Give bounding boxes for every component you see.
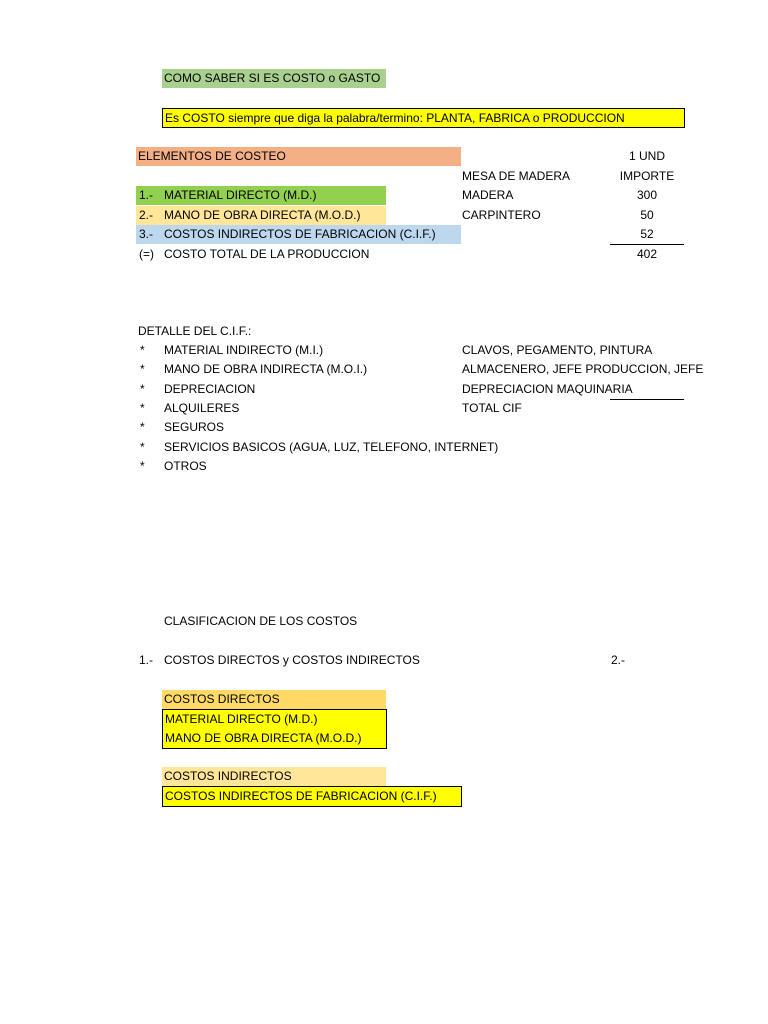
bullet: * [140, 420, 145, 434]
row-num: 2.- [139, 208, 154, 222]
indirect-title: COSTOS INDIRECTOS [164, 769, 292, 783]
direct-title-cell [162, 690, 386, 709]
cif-item: SEGUROS [164, 420, 225, 434]
cif-example: TOTAL CIF [462, 401, 522, 415]
row-value: 52 [640, 227, 654, 241]
unit-header: 1 UND [628, 149, 665, 163]
row-value: 50 [640, 208, 654, 222]
cif-item: MATERIAL INDIRECTO (M.I.) [164, 343, 324, 357]
row-value: 300 [636, 188, 658, 202]
indirect-item: COSTOS INDIRECTOS DE FABRICACION (C.I.F.) [165, 789, 437, 803]
bullet: * [140, 401, 145, 415]
direct-items-box [162, 709, 387, 749]
bullet: * [140, 440, 145, 454]
page-title: COMO SABER SI ES COSTO o GASTO [164, 71, 381, 85]
row-num: 1.- [139, 188, 154, 202]
cif-example: CLAVOS, PEGAMENTO, PINTURA [462, 343, 653, 357]
cost-rule-text: Es COSTO siempre que diga la palabra/termino: PLANTA, FABRICA o PRODUCCION [165, 111, 625, 125]
classification-label: COSTOS DIRECTOS y COSTOS INDIRECTOS [164, 653, 420, 667]
classification-num: 1.- [139, 653, 154, 667]
direct-title: COSTOS DIRECTOS [164, 692, 280, 706]
cif-item: ALQUILERES [164, 401, 240, 415]
indirect-items-box [162, 786, 462, 807]
direct-item: MANO DE OBRA DIRECTA (M.O.D.) [165, 731, 362, 745]
row-label: MATERIAL DIRECTO (M.D.) [164, 188, 317, 202]
cif-example: ALMACENERO, JEFE PRODUCCION, JEFE [462, 362, 704, 376]
cif-item: DEPRECIACION [164, 382, 256, 396]
rule-cell [162, 108, 685, 128]
total-num: (=) [139, 247, 154, 261]
amount-header: IMPORTE [619, 169, 675, 183]
bullet: * [140, 459, 145, 473]
elements-title: ELEMENTOS DE COSTEO [138, 149, 286, 163]
bullet: * [140, 382, 145, 396]
bullet: * [140, 362, 145, 376]
example-header: MESA DE MADERA [462, 169, 571, 183]
total-value: 402 [636, 247, 658, 261]
row-num: 3.- [139, 227, 154, 241]
cif-underline [610, 399, 684, 400]
direct-item: MATERIAL DIRECTO (M.D.) [165, 712, 318, 726]
cif-item: SERVICIOS BASICOS (AGUA, LUZ, TELEFONO, INTERNET) [164, 440, 499, 454]
title-cell [162, 69, 386, 88]
row-example: MADERA [462, 188, 514, 202]
cif-item: OTROS [164, 459, 207, 473]
row-example: CARPINTERO [462, 208, 541, 222]
classification-num-2: 2.- [611, 653, 626, 667]
classification-title: CLASIFICACION DE LOS COSTOS [164, 614, 358, 628]
bullet: * [140, 343, 145, 357]
indirect-title-cell [162, 767, 386, 786]
cif-detail-title: DETALLE DEL C.I.F.: [138, 324, 252, 338]
total-label: COSTO TOTAL DE LA PRODUCCION [164, 247, 370, 261]
cif-example: DEPRECIACION MAQUINARIA [462, 382, 633, 396]
row-label: COSTOS INDIRECTOS DE FABRICACION (C.I.F.) [164, 227, 436, 241]
cif-item: MANO DE OBRA INDIRECTA (M.O.I.) [164, 362, 368, 376]
row-label: MANO DE OBRA DIRECTA (M.O.D.) [164, 208, 361, 222]
elements-title-cell [136, 147, 461, 166]
